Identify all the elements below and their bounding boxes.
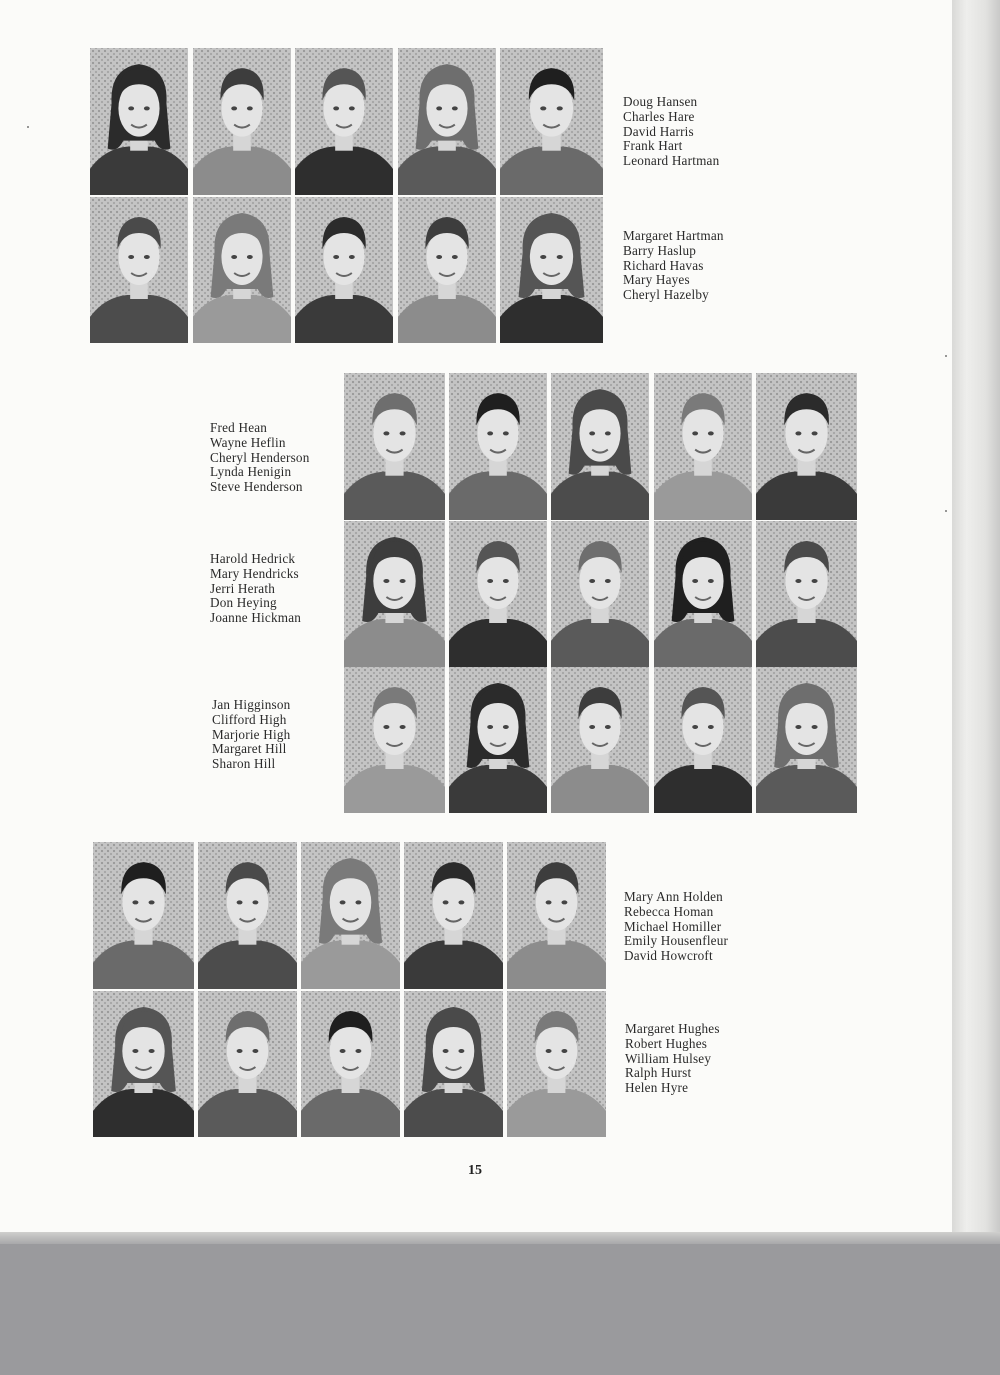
name-list-group-5 (212, 698, 290, 772)
student-portrait (654, 667, 752, 813)
student-name: Michael Homiller (624, 918, 722, 934)
student-portrait (90, 48, 188, 195)
student-name: Wayne Heflin (210, 434, 286, 450)
student-name: Leonard Hartman (623, 153, 720, 169)
student-portrait (295, 197, 393, 343)
student-portrait (654, 373, 752, 520)
student-name: Barry Haslup (623, 242, 697, 258)
student-portrait (449, 667, 547, 813)
student-name: Fred Hean (210, 420, 268, 435)
student-name: Jerri Herath (210, 580, 276, 596)
student-portrait (404, 991, 503, 1137)
student-name: Robert Hughes (625, 1035, 708, 1051)
student-portrait (654, 521, 752, 667)
student-name: Doug Hansen (623, 94, 698, 109)
student-portrait (551, 521, 649, 667)
name-list-group-7 (625, 1022, 720, 1096)
student-portrait (500, 48, 603, 195)
student-portrait (404, 842, 503, 989)
student-portrait (93, 991, 194, 1137)
student-portrait (301, 991, 400, 1137)
student-portrait (507, 991, 606, 1137)
student-name: Mary Hendricks (210, 565, 299, 581)
student-portrait (344, 667, 445, 813)
student-name: William Hulsey (625, 1050, 712, 1066)
student-name: Mary Ann Holden (624, 889, 723, 904)
student-portrait (398, 48, 496, 195)
student-name: Margaret Hughes (625, 1021, 720, 1036)
student-name: Lynda Henigin (210, 464, 292, 480)
student-portrait (344, 521, 445, 667)
student-name: Charles Hare (623, 108, 695, 124)
student-portrait (449, 521, 547, 667)
student-portrait (193, 197, 291, 343)
student-name: Sharon Hill (212, 756, 276, 772)
student-name: Margaret Hill (212, 741, 287, 757)
student-name: Frank Hart (623, 138, 683, 154)
student-name: Jan Higginson (212, 697, 291, 712)
student-portrait (449, 373, 547, 520)
paper-speck (27, 126, 29, 128)
page-bottom-edge (0, 1232, 1000, 1244)
student-portrait (756, 521, 857, 667)
student-name: Helen Hyre (625, 1080, 689, 1096)
student-portrait (301, 842, 400, 989)
student-portrait (93, 842, 194, 989)
student-name: Cheryl Henderson (210, 449, 310, 465)
student-name: Cheryl Hazelby (623, 287, 709, 303)
student-name: Margaret Hartman (623, 228, 724, 243)
student-name: Clifford High (212, 711, 287, 727)
student-portrait (551, 667, 649, 813)
student-name: Steve Henderson (210, 479, 303, 495)
student-name: Harold Hedrick (210, 551, 296, 566)
student-portrait (295, 48, 393, 195)
student-portrait (507, 842, 606, 989)
student-portrait (198, 991, 297, 1137)
student-name: Joanne Hickman (210, 610, 302, 626)
name-list-group-2 (623, 229, 724, 303)
student-portrait (551, 373, 649, 520)
page-number: 15 (468, 1163, 482, 1178)
student-portrait (90, 197, 188, 343)
student-portrait (198, 842, 297, 989)
paper-speck (945, 355, 947, 357)
name-list-group-3 (210, 421, 310, 495)
student-name: Ralph Hurst (625, 1065, 692, 1081)
name-list-group-4 (210, 552, 301, 626)
student-portrait (193, 48, 291, 195)
student-portrait (398, 197, 496, 343)
student-name: Don Heying (210, 595, 277, 611)
student-name: Richard Havas (623, 257, 704, 273)
student-name: Mary Hayes (623, 272, 690, 288)
student-name: Emily Housenfleur (624, 933, 729, 949)
paper-speck (945, 510, 947, 512)
student-name: Marjorie High (212, 726, 291, 742)
student-portrait (500, 197, 603, 343)
name-list-group-6 (624, 890, 728, 964)
student-portrait (344, 373, 445, 520)
student-portrait (756, 373, 857, 520)
student-portrait (756, 667, 857, 813)
student-name: Rebecca Homan (624, 903, 714, 919)
student-name: David Harris (623, 123, 694, 139)
name-list-group-1 (623, 95, 719, 169)
student-name: David Howcroft (624, 948, 713, 964)
page-edge (952, 0, 1000, 1240)
